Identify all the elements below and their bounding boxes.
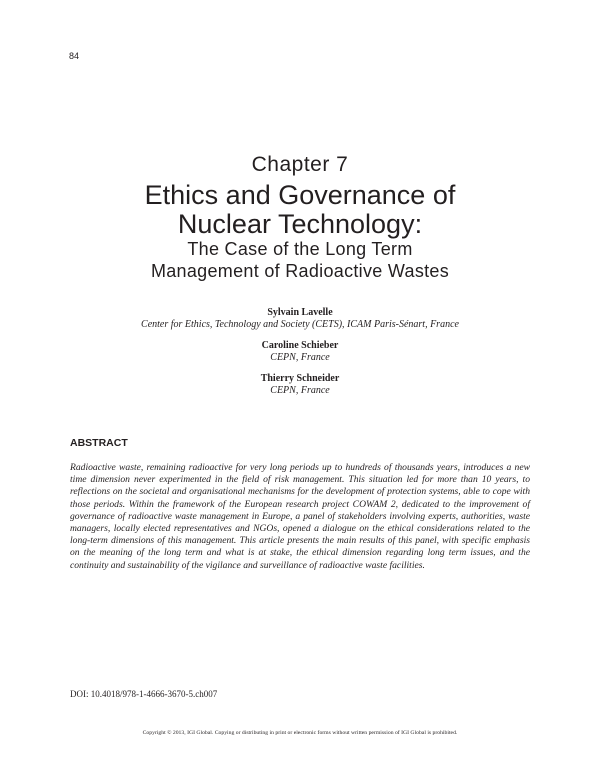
abstract-body: Radioactive waste, remaining radioactive for very long periods up to hundreds of thousands years, introduces a new time dimension never experimented in the field of risk management. This situation led for more than 10 years, to reflections on the societal and organisational mechanisms for the development of protection systems, able to cope with those periods. Within the framework of the European research project COWAM 2, dedicated to the improvement of governance of radioactive waste management in Europe, a panel of stakeholders involving experts, authorities, waste managers, locally elected representatives and NGOs, opened a dialogue on the ethical considerations related to the long-term dimensions of this management. This article presents the main results of this panel, with specific emphasis on the meaning of the long term and what is at stake, the ethical dimension regarding long term issues, and the continuity and sustainability of the vigilance and surveillance of radioactive waste facilities.	[70, 462, 530, 571]
chapter-title-line1: Ethics and Governance of	[144, 180, 456, 210]
chapter-label: Chapter 7	[251, 153, 349, 176]
author-name: Thierry Schneider	[260, 373, 340, 384]
author-name: Caroline Schieber	[261, 340, 339, 351]
author-list	[0, 307, 600, 406]
author-block	[0, 307, 600, 331]
author-block	[0, 340, 600, 364]
chapter-title	[0, 181, 600, 239]
author-affiliation: CEPN, France	[270, 385, 330, 396]
author-name: Sylvain Lavelle	[267, 307, 333, 318]
copyright-notice: Copyright © 2013, IGI Global. Copying or distributing in print or electronic forms without written permission of IGI Global is prohibited.	[142, 730, 458, 736]
page-number: 84	[69, 51, 80, 61]
chapter-subtitle-line2: Management of Radioactive Wastes	[150, 261, 450, 281]
author-block	[0, 373, 600, 397]
chapter-subtitle	[0, 238, 600, 282]
chapter-subtitle-line1: The Case of the Long Term	[187, 239, 413, 259]
chapter-title-line2: Nuclear Technology:	[177, 209, 423, 239]
author-affiliation: Center for Ethics, Technology and Society (CETS), ICAM Paris-Sénart, France	[141, 319, 459, 330]
abstract-heading: ABSTRACT	[70, 437, 128, 449]
author-affiliation: CEPN, France	[270, 352, 330, 363]
doi-line: DOI: 10.4018/978-1-4666-3670-5.ch007	[70, 689, 218, 699]
